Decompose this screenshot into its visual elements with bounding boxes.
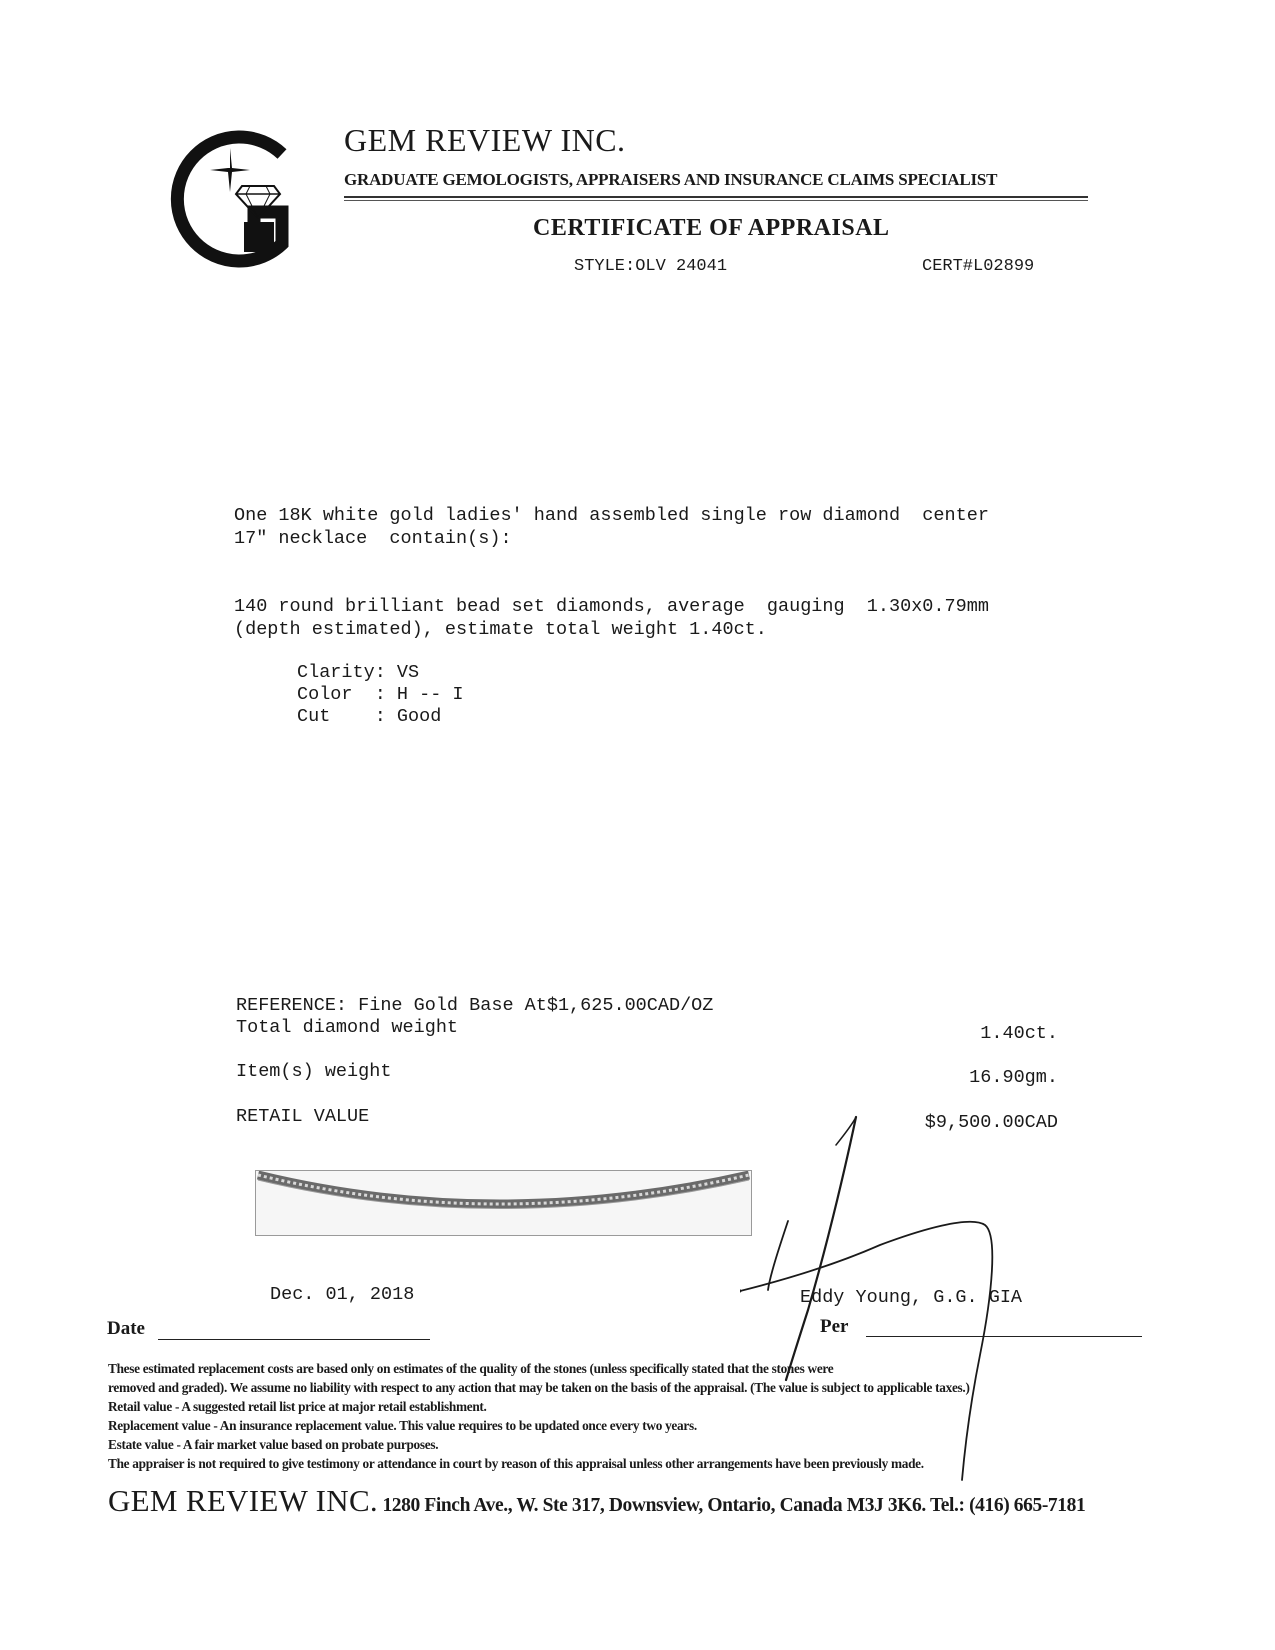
item-description-line-1: One 18K white gold ladies' hand assembled single row diamond center bbox=[234, 505, 989, 526]
appraisal-date: Dec. 01, 2018 bbox=[270, 1284, 415, 1305]
footer-company-name: GEM REVIEW INC. bbox=[108, 1483, 378, 1518]
cut-grade: Cut : Good bbox=[297, 706, 442, 727]
disclaimer-line: removed and graded). We assume no liability with respect to any action that may be taken on the basis of the appraisal. (The value is subject to applicable taxes.) bbox=[108, 1380, 970, 1395]
necklace-photo bbox=[255, 1170, 752, 1236]
disclaimer-line: These estimated replacement costs are based only on estimates of the quality of the stones (unless specifically stated that the stones were bbox=[108, 1361, 834, 1376]
date-signature-line bbox=[158, 1339, 430, 1340]
footer-address: 1280 Finch Ave., W. Ste 317, Downsview, Ontario, Canada M3J 3K6. Tel.: (416) 665-7181 bbox=[377, 1495, 1086, 1516]
header-rule-thin bbox=[344, 200, 1088, 201]
date-label: Date bbox=[107, 1318, 145, 1339]
color-grade: Color : H -- I bbox=[297, 684, 464, 705]
appraiser-name: Eddy Young, G.G. GIA bbox=[800, 1287, 1023, 1308]
handwritten-signature bbox=[740, 1095, 1040, 1495]
item-description-line-2: 17" necklace contain(s): bbox=[234, 528, 512, 549]
disclaimer-line: Replacement value - An insurance replacement value. This value requires to be updated once every two years. bbox=[108, 1418, 697, 1433]
header-rule bbox=[344, 196, 1088, 198]
item-weight-value: 16.90gm. bbox=[969, 1067, 1058, 1088]
diamond-description-line-2: (depth estimated), estimate total weight 1.40ct. bbox=[234, 619, 767, 640]
diamond-description-line-1: 140 round brilliant bead set diamonds, average gauging 1.30x0.79mm bbox=[234, 596, 989, 617]
retail-value-label: RETAIL VALUE bbox=[236, 1106, 370, 1127]
disclaimer-line: Estate value - A fair market value based on probate purposes. bbox=[108, 1437, 439, 1452]
gold-reference: REFERENCE: Fine Gold Base At$1,625.00CAD/OZ bbox=[236, 995, 714, 1016]
company-logo-icon bbox=[170, 128, 300, 268]
certificate-number: CERT#L02899 bbox=[922, 257, 1035, 276]
company-name: GEM REVIEW INC. bbox=[344, 122, 626, 158]
per-label: Per bbox=[820, 1316, 849, 1337]
disclaimer-line: Retail value - A suggested retail list price at major retail establishment. bbox=[108, 1399, 487, 1414]
item-weight-label: Item(s) weight bbox=[236, 1061, 392, 1082]
retail-value-amount: $9,500.00CAD bbox=[924, 1112, 1058, 1133]
total-diamond-weight-label: Total diamond weight bbox=[236, 1017, 459, 1038]
total-diamond-weight-value: 1.40ct. bbox=[980, 1023, 1058, 1044]
certificate-title: CERTIFICATE OF APPRAISAL bbox=[533, 215, 890, 241]
clarity-grade: Clarity: VS bbox=[297, 662, 420, 683]
company-tagline: GRADUATE GEMOLOGISTS, APPRAISERS AND INSURANCE CLAIMS SPECIALIST bbox=[344, 170, 998, 189]
style-number: STYLE:OLV 24041 bbox=[574, 257, 728, 276]
disclaimer-line: The appraiser is not required to give testimony or attendance in court by reason of this appraisal unless other arrangements have been previously made. bbox=[108, 1456, 924, 1471]
